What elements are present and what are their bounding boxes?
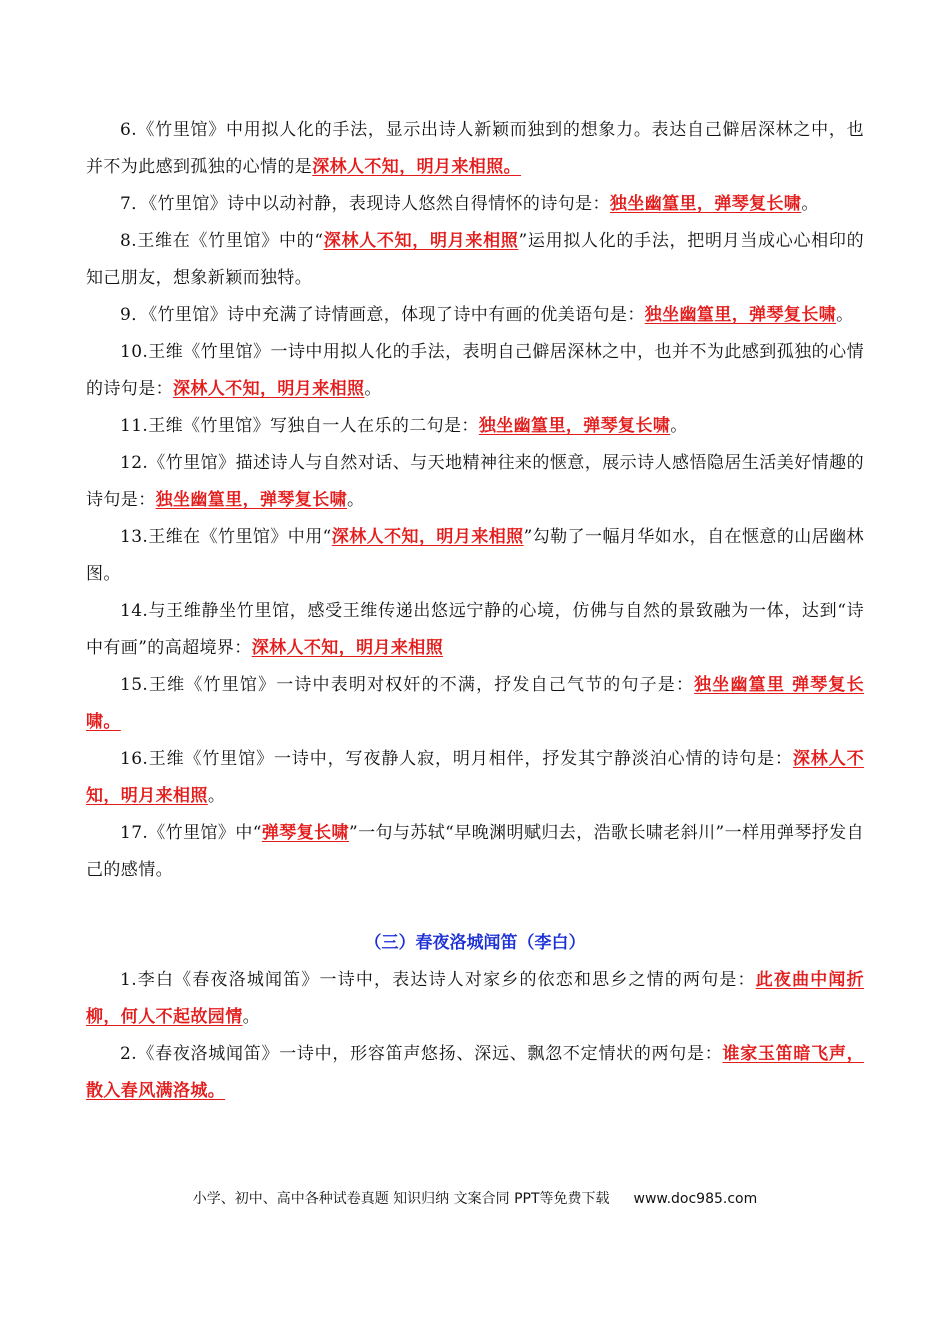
question-text-tail: 。 — [836, 305, 854, 325]
question-text: 16.王维《竹里馆》一诗中，写夜静人寂，明月相伴，抒发其宁静淡泊心情的诗句是： — [120, 749, 793, 769]
question-item — [86, 593, 864, 667]
question-text-tail: 。 — [347, 490, 365, 510]
answer-text: 独坐幽篁里 弹琴复长啸。 — [86, 675, 864, 732]
question-text: 15.王维《竹里馆》一诗中表明对权奸的不满，抒发自己气节的句子是： — [120, 675, 695, 695]
question-item — [86, 1036, 864, 1110]
question-item — [86, 297, 864, 334]
question-item — [86, 667, 864, 741]
question-text-tail: 。 — [207, 786, 226, 806]
question-text: 17.《竹里馆》中“ — [120, 823, 262, 843]
answer-text: 独坐幽篁里，弹琴复长啸 — [609, 194, 802, 214]
answer-text: 深林人不知，明月来相照 — [173, 379, 365, 399]
question-text: 2.《春夜洛城闻笛》一诗中，形容笛声悠扬、深远、飘忽不定情状的两句是： — [120, 1044, 723, 1064]
answer-text: 深林人不知，明月来相照 — [331, 527, 524, 547]
answer-text: 深林人不知，明月来相照。 — [312, 157, 522, 177]
answer-text: 弹琴复长啸 — [261, 823, 349, 843]
question-text-tail: ”勾勒了一幅月华如水，自在惬意的山居幽林图。 — [86, 527, 865, 584]
document-content — [86, 112, 864, 1110]
question-item — [86, 445, 864, 519]
question-text: 13.王维在《竹里馆》中用“ — [120, 527, 332, 547]
question-item — [86, 112, 864, 186]
question-text-tail: 。 — [670, 416, 688, 436]
answer-text: 独坐幽篁里，弹琴复长啸 — [155, 490, 348, 510]
question-item — [86, 223, 864, 297]
answer-text: 深林人不知，明月来相照 — [251, 638, 444, 658]
answer-text: 深林人不知，明月来相照 — [86, 749, 864, 806]
question-text: 8.王维在《竹里馆》中的“ — [120, 231, 324, 251]
question-text-tail: 。 — [801, 194, 819, 214]
question-text: 6.《竹里馆》中用拟人化的手法，显示出诗人新颖而独到的想象力。表达自己僻居深林之中，也并不为此感到孤独的心情的是 — [86, 120, 864, 177]
question-item — [86, 186, 864, 223]
answer-text: 独坐幽篁里，弹琴复长啸 — [478, 416, 671, 436]
question-item — [86, 408, 864, 445]
answer-text: 此夜曲中闻折柳，何人不起故园情 — [86, 970, 864, 1027]
answer-text: 独坐幽篁里，弹琴复长啸 — [644, 305, 837, 325]
question-list — [86, 112, 864, 889]
question-text: 1.李白《春夜洛城闻笛》一诗中，表达诗人对家乡的依恋和思乡之情的两句是： — [120, 970, 756, 990]
question-text-tail: 。 — [242, 1007, 261, 1027]
question-text: 12.《竹里馆》描述诗人与自然对话、与天地精神往来的惬意，展示诗人感悟隐居生活美好情趣的诗句是： — [86, 453, 864, 510]
question-text: 11.王维《竹里馆》写独自一人在乐的二句是： — [120, 416, 479, 436]
section-question-list — [86, 962, 864, 1110]
question-item — [86, 519, 864, 593]
question-text: 9．《竹里馆》诗中充满了诗情画意，体现了诗中有画的优美语句是： — [120, 305, 645, 325]
question-text: 7．《竹里馆》诗中以动衬静，表现诗人悠然自得情怀的诗句是： — [120, 194, 610, 214]
question-text-tail: 。 — [364, 379, 382, 399]
question-item — [86, 815, 864, 889]
footer-text: 小学、初中、高中各种试卷真题 知识归纳 文案合同 PPT等免费下载 — [192, 1191, 610, 1207]
question-item — [86, 334, 864, 408]
question-item — [86, 741, 864, 815]
question-text: 14.与王维静坐竹里馆，感受王维传递出悠远宁静的心境，仿佛与自然的景致融为一体，达到“诗中有画”的高超境界： — [86, 601, 864, 658]
answer-text: 深林人不知，明月来相照 — [323, 231, 519, 251]
question-text-tail: ”运用拟人化的手法，把明月当成心心相印的知己朋友，想象新颖而独特。 — [86, 231, 864, 288]
section-title: （三）春夜洛城闻笛（李白） — [364, 933, 586, 953]
question-text: 10.王维《竹里馆》一诗中用拟人化的手法，表明自己僻居深林之中，也并不为此感到孤独的心情的诗句是： — [86, 342, 864, 399]
footer-site-link[interactable]: www.doc985.com — [633, 1191, 758, 1207]
footer — [0, 1188, 950, 1208]
answer-text: 谁家玉笛暗飞声，散入春风满洛城。 — [86, 1044, 865, 1101]
question-item — [86, 962, 864, 1036]
question-text-tail: ”一句与苏轼“早晚渊明赋归去，浩歌长啸老斜川”一样用弹琴抒发自己的感情。 — [86, 823, 864, 880]
